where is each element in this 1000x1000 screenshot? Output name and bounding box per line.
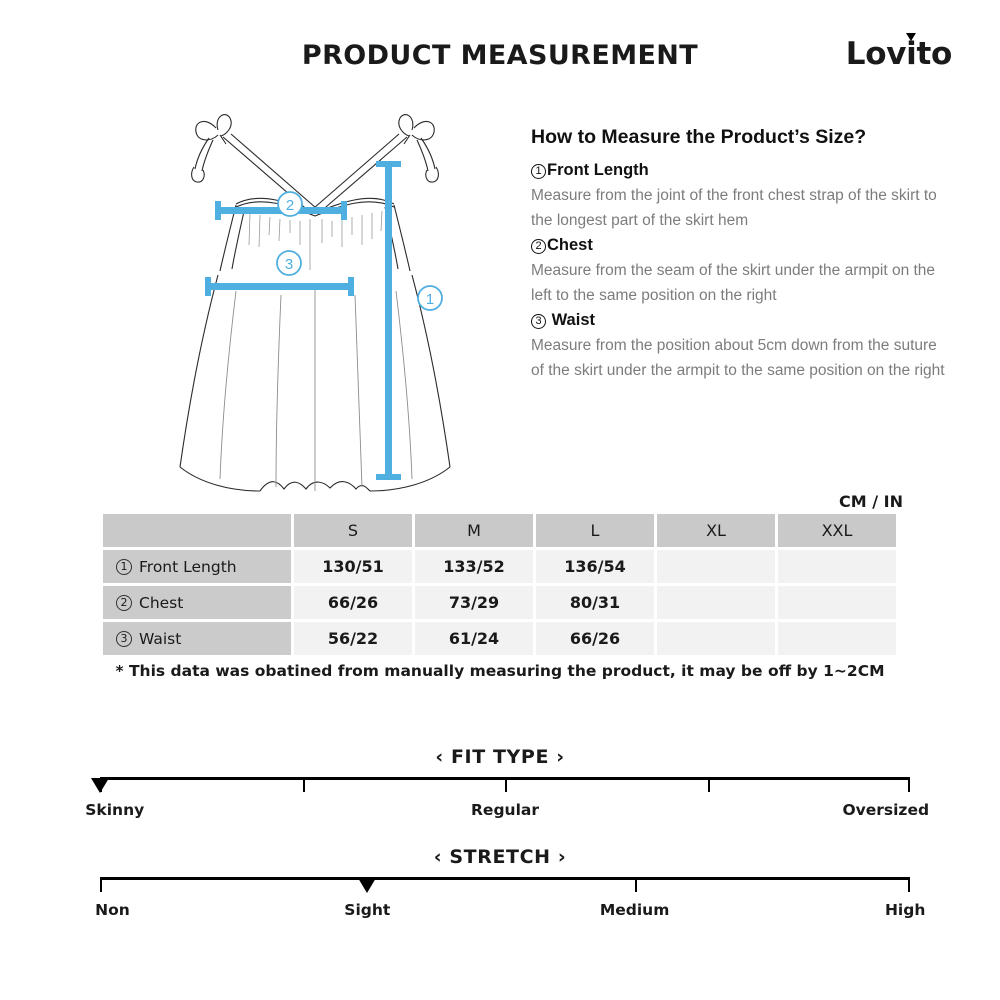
dress-illustration (150, 95, 480, 495)
fit-type-marker (91, 778, 109, 793)
fit-type-label-regular: Regular (471, 801, 539, 819)
circle-number-2-icon: 2 (116, 595, 132, 611)
cell-chest-xxl (778, 586, 896, 619)
skirt-folds (220, 285, 412, 491)
badge-front-length (418, 286, 442, 310)
svg-text:2: 2 (285, 197, 295, 214)
stretch-tick (100, 877, 102, 892)
triangle-dot-icon (906, 33, 916, 41)
cell-waist-m: 61/24 (415, 622, 533, 655)
fit-type-label-oversized: Oversized (842, 801, 930, 819)
table-row (103, 550, 903, 583)
svg-text:3: 3 (284, 256, 294, 273)
measure-item-name-waist: Waist (551, 310, 595, 329)
stretch-marker (358, 878, 376, 893)
brand-logo (846, 36, 952, 72)
front-length-measure-line (376, 161, 401, 480)
cell-chest-l: 80/31 (536, 586, 654, 619)
stretch-title: ‹ STRETCH › (433, 846, 567, 868)
size-table (103, 514, 903, 658)
badge-waist (277, 251, 301, 275)
table-row-label-front-length (103, 550, 291, 583)
stretch-label-sight: Sight (344, 901, 391, 919)
stretch-label-non: Non (95, 901, 130, 919)
circle-number-1-icon: 1 (531, 164, 546, 179)
table-header-m: M (415, 514, 533, 547)
dress-outline (192, 115, 439, 271)
stretch-label-medium: Medium (599, 901, 670, 919)
circle-number-3-icon: 3 (116, 631, 132, 647)
cell-chest-s: 66/26 (294, 586, 412, 619)
row-label-text: Chest (139, 593, 184, 612)
stretch-label-high: High (884, 901, 926, 919)
cell-waist-xl (657, 622, 775, 655)
cell-front-length-xxl (778, 550, 896, 583)
cell-waist-xxl (778, 622, 896, 655)
badge-chest (278, 192, 302, 216)
measure-item-desc-front-length: Measure from the joint of the front chest strap of the skirt to the longest part of the skirt hem (531, 186, 937, 229)
measurement-disclaimer: * This data was obatined from manually measuring the product, it may be off by 1~2CM (115, 662, 885, 680)
cell-front-length-l: 136/54 (536, 550, 654, 583)
table-header-s: S (294, 514, 412, 547)
bodice-shirring (249, 211, 382, 270)
fit-type-tick (708, 777, 710, 792)
row-label-text: Waist (139, 629, 182, 648)
cell-front-length-s: 130/51 (294, 550, 412, 583)
stretch-tick (635, 877, 637, 892)
table-header-blank (103, 514, 291, 547)
cell-waist-l: 66/26 (536, 622, 654, 655)
table-header-xl: XL (657, 514, 775, 547)
circle-number-2-icon: 2 (531, 239, 546, 254)
fit-type-title: ‹ FIT TYPE › (435, 746, 565, 768)
unit-label: CM / IN (839, 492, 903, 511)
measure-item-name-chest: Chest (547, 235, 593, 254)
table-header-l: L (536, 514, 654, 547)
row-label-text: Front Length (139, 557, 237, 576)
table-row (103, 586, 903, 619)
table-row-label-chest (103, 586, 291, 619)
fit-type-scale (85, 777, 930, 821)
measure-item-name-front-length: Front Length (547, 161, 649, 179)
stretch-scale (95, 877, 926, 921)
how-to-measure-section (531, 126, 951, 383)
circle-number-3-icon: 3 (531, 314, 546, 329)
stretch-tick (908, 877, 910, 892)
measure-item-title-waist (531, 308, 951, 333)
table-row-label-waist (103, 622, 291, 655)
table-row (103, 622, 903, 655)
cell-chest-xl (657, 586, 775, 619)
brand-text-before: Lov (845, 36, 907, 72)
svg-text:1: 1 (425, 291, 435, 308)
table-header-xxl: XXL (778, 514, 896, 547)
cell-waist-s: 56/22 (294, 622, 412, 655)
measure-item-desc-chest: Measure from the seam of the skirt under the armpit on the left to the same position on the right (531, 261, 936, 304)
brand-text-i: i (906, 36, 917, 72)
page-title: PRODUCT MEASUREMENT (301, 40, 699, 71)
measure-lines (205, 161, 401, 480)
measure-item-desc-waist: Measure from the position about 5cm down from the suture of the skirt under the armpit to the same position on the right (531, 336, 945, 379)
waist-measure-line (205, 277, 354, 296)
measure-item-title-front-length (531, 158, 951, 183)
brand-text-after: to (916, 36, 952, 72)
table-header-row (103, 514, 903, 547)
measure-item-title-chest (531, 233, 951, 258)
fit-type-tick (303, 777, 305, 792)
how-to-measure-heading: How to Measure the Product’s Size? (531, 126, 867, 148)
fit-type-tick (908, 777, 910, 792)
fit-type-label-skinny: Skinny (85, 801, 145, 819)
cell-chest-m: 73/29 (415, 586, 533, 619)
stretch-axis (100, 877, 910, 880)
fit-type-tick (505, 777, 507, 792)
cell-front-length-xl (657, 550, 775, 583)
circle-number-1-icon: 1 (116, 559, 132, 575)
cell-front-length-m: 133/52 (415, 550, 533, 583)
